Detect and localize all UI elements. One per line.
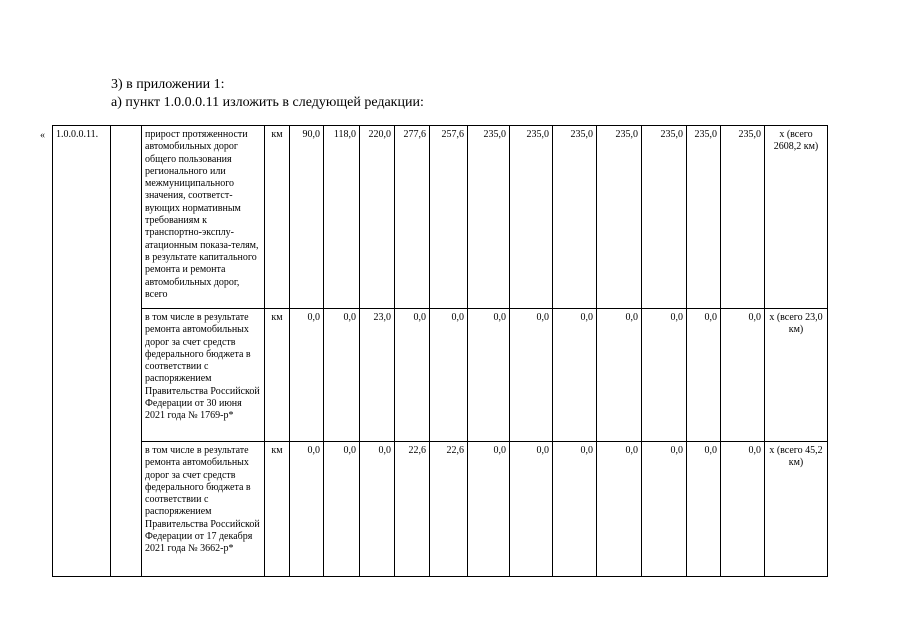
table-row (53, 309, 828, 442)
value-cell: 22,6 (395, 442, 430, 577)
value-cell: 0,0 (687, 309, 721, 442)
value-cell: 0,0 (597, 309, 642, 442)
value-cell: 0,0 (395, 309, 430, 442)
value-cell: 0,0 (468, 442, 510, 577)
row-unit: км (265, 442, 290, 577)
row-total: x (всего 2608,2 км) (765, 126, 828, 309)
table-row (53, 126, 828, 309)
value-cell: 0,0 (642, 309, 687, 442)
value-cell: 220,0 (360, 126, 395, 309)
value-cell: 118,0 (324, 126, 360, 309)
value-cell: 23,0 (360, 309, 395, 442)
row-total: x (всего 23,0 км) (765, 309, 828, 442)
opening-quote-mark: « (40, 130, 45, 141)
value-cell: 0,0 (553, 442, 597, 577)
indicator-table (52, 125, 828, 577)
value-cell: 235,0 (721, 126, 765, 309)
value-cell: 0,0 (360, 442, 395, 577)
row-code: 1.0.0.0.11. (53, 126, 111, 577)
value-cell: 0,0 (510, 309, 553, 442)
heading-line-2: а) пункт 1.0.0.0.11 изложить в следующей редакции: (111, 95, 424, 110)
table-row (53, 442, 828, 577)
value-cell: 0,0 (510, 442, 553, 577)
value-cell: 235,0 (468, 126, 510, 309)
empty-column-cell (111, 126, 142, 577)
value-cell: 0,0 (324, 309, 360, 442)
value-cell: 0,0 (597, 442, 642, 577)
value-cell: 257,6 (430, 126, 468, 309)
value-cell: 0,0 (324, 442, 360, 577)
value-cell: 235,0 (597, 126, 642, 309)
value-cell: 90,0 (290, 126, 324, 309)
row-description: в том числе в результате ремонта автомобильных дорог за счет средств федерального бюджета в соответствии с распоряжением Правительства Российской Федерации от 17 декабря 2021 года № 3662-р* (142, 442, 265, 577)
value-cell: 0,0 (290, 309, 324, 442)
value-cell: 0,0 (468, 309, 510, 442)
row-total: x (всего 45,2 км) (765, 442, 828, 577)
row-description: в том числе в результате ремонта автомобильных дорог за счет средств федерального бюджета в соответствии с распоряжением Правительства Российской Федерации от 30 июня 2021 года № 1769-р* (142, 309, 265, 442)
row-description: прирост протяженности автомобильных дорог общего пользования регионального или межмуниципального значения, соответст-вующих нормативным требованиям к транспортно-эксплу-атационным показа-телям, в результате капитального ремонта и ремонта автомобильных дорог, всего (142, 126, 265, 309)
value-cell: 235,0 (553, 126, 597, 309)
value-cell: 0,0 (721, 442, 765, 577)
row-unit: км (265, 126, 290, 309)
value-cell: 22,6 (430, 442, 468, 577)
value-cell: 0,0 (721, 309, 765, 442)
value-cell: 0,0 (290, 442, 324, 577)
value-cell: 0,0 (687, 442, 721, 577)
value-cell: 277,6 (395, 126, 430, 309)
value-cell: 0,0 (642, 442, 687, 577)
value-cell: 0,0 (553, 309, 597, 442)
value-cell: 235,0 (687, 126, 721, 309)
value-cell: 0,0 (430, 309, 468, 442)
row-unit: км (265, 309, 290, 442)
value-cell: 235,0 (510, 126, 553, 309)
value-cell: 235,0 (642, 126, 687, 309)
heading-line-1: 3) в приложении 1: (111, 77, 225, 92)
